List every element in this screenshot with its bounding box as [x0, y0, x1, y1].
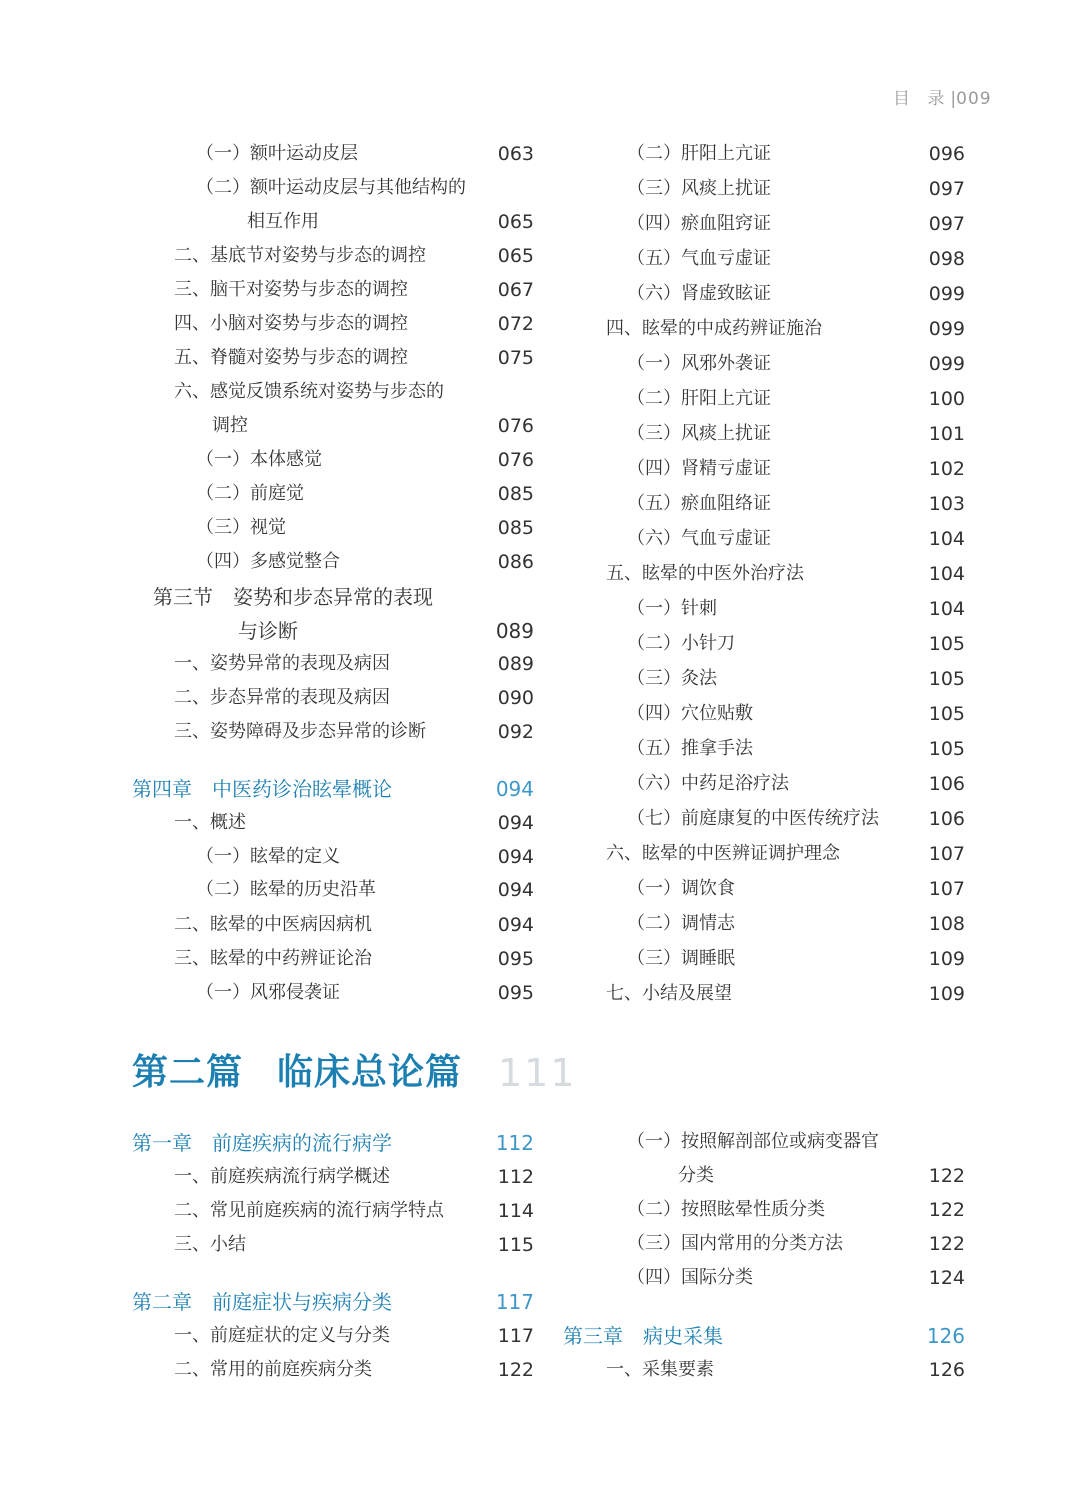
toc-entry-title[interactable]: 一、概述: [174, 812, 246, 833]
toc-entry-title[interactable]: 三、眩晕的中药辨证论治: [174, 948, 372, 969]
toc-entry-title[interactable]: （四）穴位贴敷: [627, 703, 753, 724]
toc-page-number[interactable]: 101: [928, 423, 965, 445]
toc-entry-title[interactable]: 四、小脑对姿势与步态的调控: [174, 313, 408, 334]
toc-page-number[interactable]: 103: [928, 493, 965, 515]
toc-entry-title[interactable]: （六）肾虚致眩证: [627, 283, 771, 304]
toc-page-number[interactable]: 092: [497, 721, 534, 743]
toc-entry-title[interactable]: （三）风痰上扰证: [627, 423, 771, 444]
toc-entry-title[interactable]: （一）针刺: [627, 598, 717, 619]
toc-page-number[interactable]: 090: [497, 687, 534, 709]
toc-page-number[interactable]: 099: [928, 318, 965, 340]
toc-entry-title[interactable]: （二）额叶运动皮层与其他结构的: [196, 177, 466, 198]
toc-entry-title[interactable]: 三、小结: [174, 1234, 246, 1255]
toc-page-number[interactable]: 112: [495, 1131, 534, 1155]
toc-page-number[interactable]: 085: [497, 483, 534, 505]
toc-page-number[interactable]: 097: [928, 178, 965, 200]
toc-entry-title[interactable]: （一）额叶运动皮层: [196, 143, 358, 164]
toc-entry-title[interactable]: 五、脊髓对姿势与步态的调控: [174, 347, 408, 368]
header-separator: |: [950, 89, 957, 109]
toc-page-number[interactable]: 104: [928, 563, 965, 585]
toc-page-number[interactable]: 109: [928, 983, 965, 1005]
toc-entry-title[interactable]: 分类: [678, 1165, 714, 1186]
toc-page-number[interactable]: 126: [928, 1359, 965, 1381]
toc-chapter-title[interactable]: 第一章 前庭疾病的流行病学: [132, 1131, 392, 1155]
toc-entry-title[interactable]: 二、常用的前庭疾病分类: [174, 1359, 372, 1380]
toc-entry-title[interactable]: （一）眩晕的定义: [196, 846, 340, 867]
toc-page-number[interactable]: 115: [497, 1234, 534, 1256]
toc-page-number[interactable]: 094: [497, 914, 534, 936]
toc-entry-title[interactable]: 一、前庭疾病流行病学概述: [174, 1166, 390, 1187]
toc-page-number[interactable]: 065: [497, 211, 534, 233]
toc-entry-title[interactable]: （二）调情志: [627, 913, 735, 934]
toc-page-number[interactable]: 094: [497, 846, 534, 868]
toc-page-number[interactable]: 089: [497, 653, 534, 675]
toc-entry-title[interactable]: （一）调饮食: [627, 878, 735, 899]
toc-entry-title[interactable]: （二）按照眩晕性质分类: [627, 1199, 825, 1220]
toc-page-number[interactable]: 107: [928, 878, 965, 900]
toc-entry-title[interactable]: 三、姿势障碍及步态异常的诊断: [174, 721, 426, 742]
toc-section-title[interactable]: 与诊断: [238, 619, 298, 643]
toc-page-number[interactable]: 117: [497, 1325, 534, 1347]
toc-entry-title[interactable]: （四）肾精亏虚证: [627, 458, 771, 479]
toc-page-number[interactable]: 105: [928, 633, 965, 655]
toc-page-number[interactable]: 108: [928, 913, 965, 935]
toc-page-number[interactable]: 063: [497, 143, 534, 165]
toc-page-number[interactable]: 106: [928, 808, 965, 830]
toc-page-number[interactable]: 105: [928, 703, 965, 725]
toc-page-number[interactable]: 106: [928, 773, 965, 795]
part-title-b: 临床总论篇: [277, 1052, 463, 1093]
toc-entry-title[interactable]: 二、基底节对姿势与步态的调控: [174, 245, 426, 266]
toc-page-number[interactable]: 122: [928, 1199, 965, 1221]
toc-page-number[interactable]: 122: [928, 1165, 965, 1187]
toc-page-number[interactable]: 114: [497, 1200, 534, 1222]
toc-page-number[interactable]: 098: [928, 248, 965, 270]
toc-page-number[interactable]: 067: [497, 279, 534, 301]
toc-page-number[interactable]: 095: [497, 982, 534, 1004]
toc-entry-title[interactable]: （三）灸法: [627, 668, 717, 689]
toc-page-number[interactable]: 099: [928, 353, 965, 375]
toc-section-title[interactable]: 第三节 姿势和步态异常的表现: [153, 585, 433, 609]
toc-page-number[interactable]: 105: [928, 738, 965, 760]
toc-entry-title[interactable]: （五）推拿手法: [627, 738, 753, 759]
toc-entry-title[interactable]: （四）国际分类: [627, 1267, 753, 1288]
toc-entry-title[interactable]: 四、眩晕的中成药辨证施治: [606, 318, 822, 339]
toc-page-number[interactable]: 104: [928, 598, 965, 620]
toc-chapter-title[interactable]: 第二章 前庭症状与疾病分类: [132, 1290, 392, 1314]
toc-page-number[interactable]: 117: [495, 1290, 534, 1314]
toc-page-number[interactable]: 075: [497, 347, 534, 369]
running-header: [893, 84, 992, 109]
toc-entry-title[interactable]: （一）风邪侵袭证: [196, 982, 340, 1003]
toc-entry-title[interactable]: （三）调睡眠: [627, 948, 735, 969]
toc-page-number[interactable]: 085: [497, 517, 534, 539]
toc-entry-title[interactable]: （一）风邪外袭证: [627, 353, 771, 374]
part-title: [132, 1048, 462, 1098]
toc-chapter-title[interactable]: 第四章 中医药诊治眩晕概论: [132, 777, 392, 801]
toc-page-number[interactable]: 094: [495, 777, 534, 801]
toc-entry-title[interactable]: 相互作用: [247, 211, 319, 232]
toc-page-number[interactable]: 122: [928, 1233, 965, 1255]
header-title: 目 录: [893, 89, 951, 109]
toc-page-number[interactable]: 126: [926, 1324, 965, 1348]
toc-page-number[interactable]: 107: [928, 843, 965, 865]
toc-chapter-title[interactable]: 第三章 病史采集: [563, 1324, 723, 1348]
toc-entry-title[interactable]: （七）前庭康复的中医传统疗法: [627, 808, 879, 829]
toc-page-number[interactable]: 095: [497, 948, 534, 970]
toc-entry-title[interactable]: （三）视觉: [196, 517, 286, 538]
toc-entry-title[interactable]: （二）小针刀: [627, 633, 735, 654]
toc-entry-title[interactable]: （六）气血亏虚证: [627, 528, 771, 549]
part-page-number: 111: [498, 1051, 577, 1095]
toc-entry-title[interactable]: （一）按照解剖部位或病变器官: [627, 1131, 879, 1152]
toc-entry-title[interactable]: （二）肝阳上亢证: [627, 388, 771, 409]
toc-entry-title[interactable]: 六、眩晕的中医辨证调护理念: [606, 843, 840, 864]
toc-page-number[interactable]: 096: [928, 143, 965, 165]
toc-page-number[interactable]: 072: [497, 313, 534, 335]
toc-page-number[interactable]: 124: [928, 1267, 965, 1289]
toc-entry-title[interactable]: （五）瘀血阻络证: [627, 493, 771, 514]
toc-page-number[interactable]: 097: [928, 213, 965, 235]
toc-entry-title[interactable]: 一、前庭症状的定义与分类: [174, 1325, 390, 1346]
part-title-a: 第二篇: [132, 1052, 244, 1093]
toc-entry-title[interactable]: 六、感觉反馈系统对姿势与步态的: [174, 381, 444, 402]
toc-page-number[interactable]: 094: [497, 879, 534, 901]
header-page-number: 009: [956, 89, 992, 109]
toc-page-number[interactable]: 094: [497, 812, 534, 834]
toc-entry-title[interactable]: （四）瘀血阻窍证: [627, 213, 771, 234]
toc-entry-title[interactable]: 五、眩晕的中医外治疗法: [606, 563, 804, 584]
toc-entry-title[interactable]: （二）前庭觉: [196, 483, 304, 504]
toc-page-number[interactable]: 109: [928, 948, 965, 970]
toc-page-number[interactable]: 065: [497, 245, 534, 267]
toc-entry-title[interactable]: 一、采集要素: [606, 1359, 714, 1380]
toc-page-number[interactable]: 102: [928, 458, 965, 480]
toc-page-number[interactable]: 100: [928, 388, 965, 410]
toc-page-number[interactable]: 104: [928, 528, 965, 550]
toc-entry-title[interactable]: 二、步态异常的表现及病因: [174, 687, 390, 708]
toc-entry-title[interactable]: （五）气血亏虚证: [627, 248, 771, 269]
toc-page-number[interactable]: 076: [497, 415, 534, 437]
toc-entry-title[interactable]: 三、脑干对姿势与步态的调控: [174, 279, 408, 300]
toc-entry-title[interactable]: 调控: [212, 415, 248, 436]
toc-page-number[interactable]: 089: [495, 619, 534, 643]
toc-page-number[interactable]: 086: [497, 551, 534, 573]
toc-entry-title[interactable]: 二、眩晕的中医病因病机: [174, 914, 372, 935]
toc-entry-title[interactable]: （二）眩晕的历史沿革: [196, 879, 376, 900]
toc-page-number[interactable]: 099: [928, 283, 965, 305]
toc-page-number[interactable]: 076: [497, 449, 534, 471]
toc-entry-title[interactable]: （四）多感觉整合: [196, 551, 340, 572]
toc-entry-title[interactable]: 七、小结及展望: [606, 983, 732, 1004]
toc-entry-title[interactable]: （二）肝阳上亢证: [627, 143, 771, 164]
toc-entry-title[interactable]: 二、常见前庭疾病的流行病学特点: [174, 1200, 444, 1221]
toc-page-number[interactable]: 122: [497, 1359, 534, 1381]
toc-page-number[interactable]: 112: [497, 1166, 534, 1188]
toc-entry-title[interactable]: 一、姿势异常的表现及病因: [174, 653, 390, 674]
toc-page-number[interactable]: 105: [928, 668, 965, 690]
toc-entry-title[interactable]: （一）本体感觉: [196, 449, 322, 470]
toc-entry-title[interactable]: （六）中药足浴疗法: [627, 773, 789, 794]
toc-entry-title[interactable]: （三）国内常用的分类方法: [627, 1233, 843, 1254]
toc-entry-title[interactable]: （三）风痰上扰证: [627, 178, 771, 199]
